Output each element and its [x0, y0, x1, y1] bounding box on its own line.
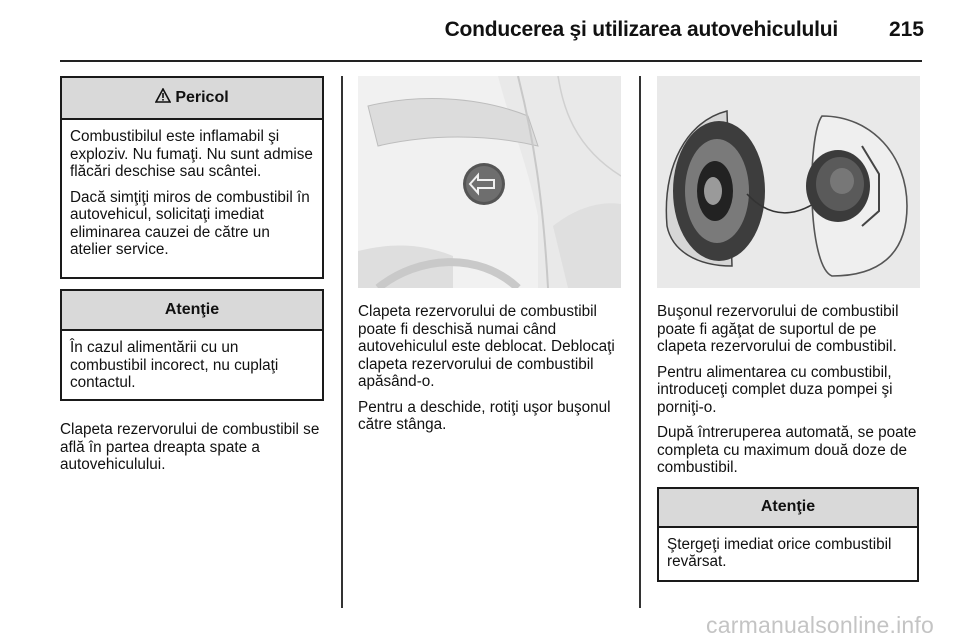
- column-rule-1: [341, 76, 343, 608]
- danger-box-header: [62, 78, 322, 120]
- danger-box: [60, 76, 324, 279]
- fuel-flap-illustration: [358, 76, 621, 288]
- rotate-cap-text: Pentru a deschide, rotiţi uşor buşonul către stânga.: [358, 398, 611, 433]
- fuel-flap-location-text: Clapeta rezervorului de combustibil se află în partea dreapta spate a autovehiculului.: [60, 421, 320, 473]
- column-2: [358, 303, 628, 442]
- column-3: [657, 303, 922, 582]
- page-number: 215: [888, 18, 924, 41]
- refuel-text: Pentru alimentarea cu combustibil, introduceţi complet duza pompei şi porniţi-o.: [657, 363, 893, 416]
- caution-box-2-title: Atenţie: [760, 498, 816, 516]
- page-header-title: Conducerea şi utilizarea autovehiculului: [444, 18, 838, 41]
- column-rule-2: [639, 76, 641, 608]
- caution-box-1: [60, 289, 324, 401]
- header-rule: [60, 60, 922, 62]
- danger-box-body: [62, 120, 322, 267]
- danger-box-title: Pericol: [175, 89, 229, 107]
- caution-text-1: În cazul alimentării cu un combustibil incorect, nu cuplaţi contactul.: [70, 339, 279, 391]
- caution-box-1-header: [62, 291, 322, 331]
- fuel-cap-illustration: [657, 76, 920, 288]
- watermark: carmanualsonline.info: [706, 612, 934, 638]
- danger-text-1: Combustibilul este inflamabil şi exploziv. Nu fumaţi. Nu sunt admise flăcări deschise sau scântei.: [70, 128, 313, 180]
- caution-box-2-body: [659, 528, 917, 579]
- caution-box-2-header: [659, 489, 917, 528]
- warning-triangle-icon: [155, 88, 171, 108]
- hang-cap-text: Buşonul rezervorului de combustibil poate fi agăţat de suportul de pe clapeta rezervorului de combustibil.: [657, 303, 899, 355]
- top-up-text: După întreruperea automată, se poate completa cu maximum două doze de combustibil.: [657, 424, 917, 476]
- unlock-flap-text: Clapeta rezervorului de combustibil poate fi deschisă numai când autovehiculul este deblocat. Deblocaţi clapeta rezervorului de combustibil apăsând-o.: [358, 303, 615, 390]
- caution-box-1-body: [62, 331, 322, 400]
- caution-box-1-title: Atenţie: [164, 301, 220, 319]
- caution-text-2: Ştergeţi imediat orice combustibil revărsat.: [667, 535, 892, 570]
- caution-box-2: [657, 487, 919, 582]
- danger-text-2: Dacă simţiţi miros de combustibil în autovehicul, solicitaţi imediat eliminarea cauzei de către un atelier service.: [70, 188, 310, 258]
- column-1: [60, 76, 324, 482]
